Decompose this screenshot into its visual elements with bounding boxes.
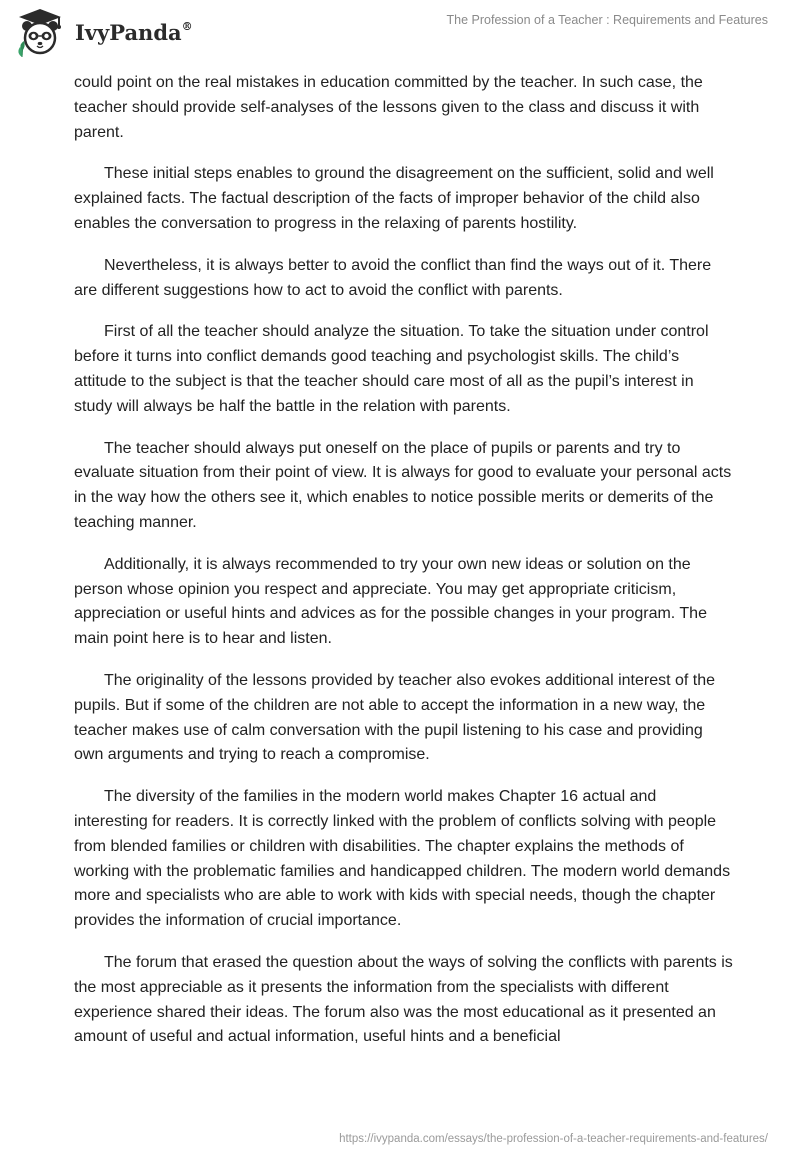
- paragraph: Nevertheless, it is always better to avoid the conflict than find the ways out of it. There are different suggestions how to act to avoid the conflict with parents.: [74, 256, 712, 299]
- paragraph: These initial steps enables to ground the disagreement on the sufficient, solid and well explained facts. The factual description of the facts of improper behavior of the child also enables the conversation to progress in the relaxing of parents hostility.: [74, 165, 714, 232]
- paragraph: The forum that erased the question about the ways of solving the conflicts with parents is the most appreciable as it presents the information from the specialists with different experience shared their ideas. The forum also was the most educational as it presented an amount of useful and actual information, useful hints and a beneficial: [74, 953, 733, 1046]
- ivypanda-logo[interactable]: [14, 7, 214, 59]
- brand-label: IvyPanda: [75, 20, 182, 45]
- page-header: [0, 0, 800, 68]
- source-url-link[interactable]: https://ivypanda.com/essays/the-profession-of-a-teacher-requirements-and-features/: [339, 1133, 768, 1145]
- panda-graduate-icon: [14, 7, 66, 59]
- paragraph: could point on the real mistakes in education committed by the teacher. In such case, the teacher should provide self-analyses of the lessons given to the class and discuss it with parent.: [74, 74, 703, 141]
- paragraph: The teacher should always put oneself on the place of pupils or parents and try to evaluate situation from their point of view. It is always for good to evaluate your personal acts in the way how the others see it, which enables to notice possible merits or demerits of the teaching manner.: [74, 439, 732, 531]
- paragraph: The originality of the lessons provided by teacher also evokes additional interest of the pupils. But if some of the children are not able to accept the information in a new way, the teacher makes use of calm conversation with the pupil listening to his case and providing own arguments and trying to reach a compromise.: [74, 671, 716, 764]
- registered-mark: ®: [181, 20, 193, 33]
- essay-body: [74, 71, 734, 1067]
- paragraph: The diversity of the families in the modern world makes Chapter 16 actual and interesting for readers. It is correctly linked with the problem of conflicts solving with people from blended families or children with disabilities. The chapter explains the methods of working with the problematic families and handicapped children. The modern world demands more and specialists who are able to work with kids with special needs, though the chapter provides the information of crucial importance.: [74, 788, 731, 930]
- paragraph: Additionally, it is always recommended to try your own new ideas or solution on the person whose opinion you respect and appreciate. You may get appropriate criticism, appreciation or useful hints and advices as for the possible changes in your program. The main point here is to hear and listen.: [74, 555, 707, 648]
- brand-name: [75, 20, 193, 45]
- document-title: The Profession of a Teacher : Requirements and Features: [446, 13, 768, 27]
- paragraph: First of all the teacher should analyze the situation. To take the situation under control before it turns into conflict demands good teaching and psychologist skills. The child’s attitude to the subject is that the teacher should care most of all as the pupil’s interest in study will always be half the battle in the relation with parents.: [74, 323, 709, 415]
